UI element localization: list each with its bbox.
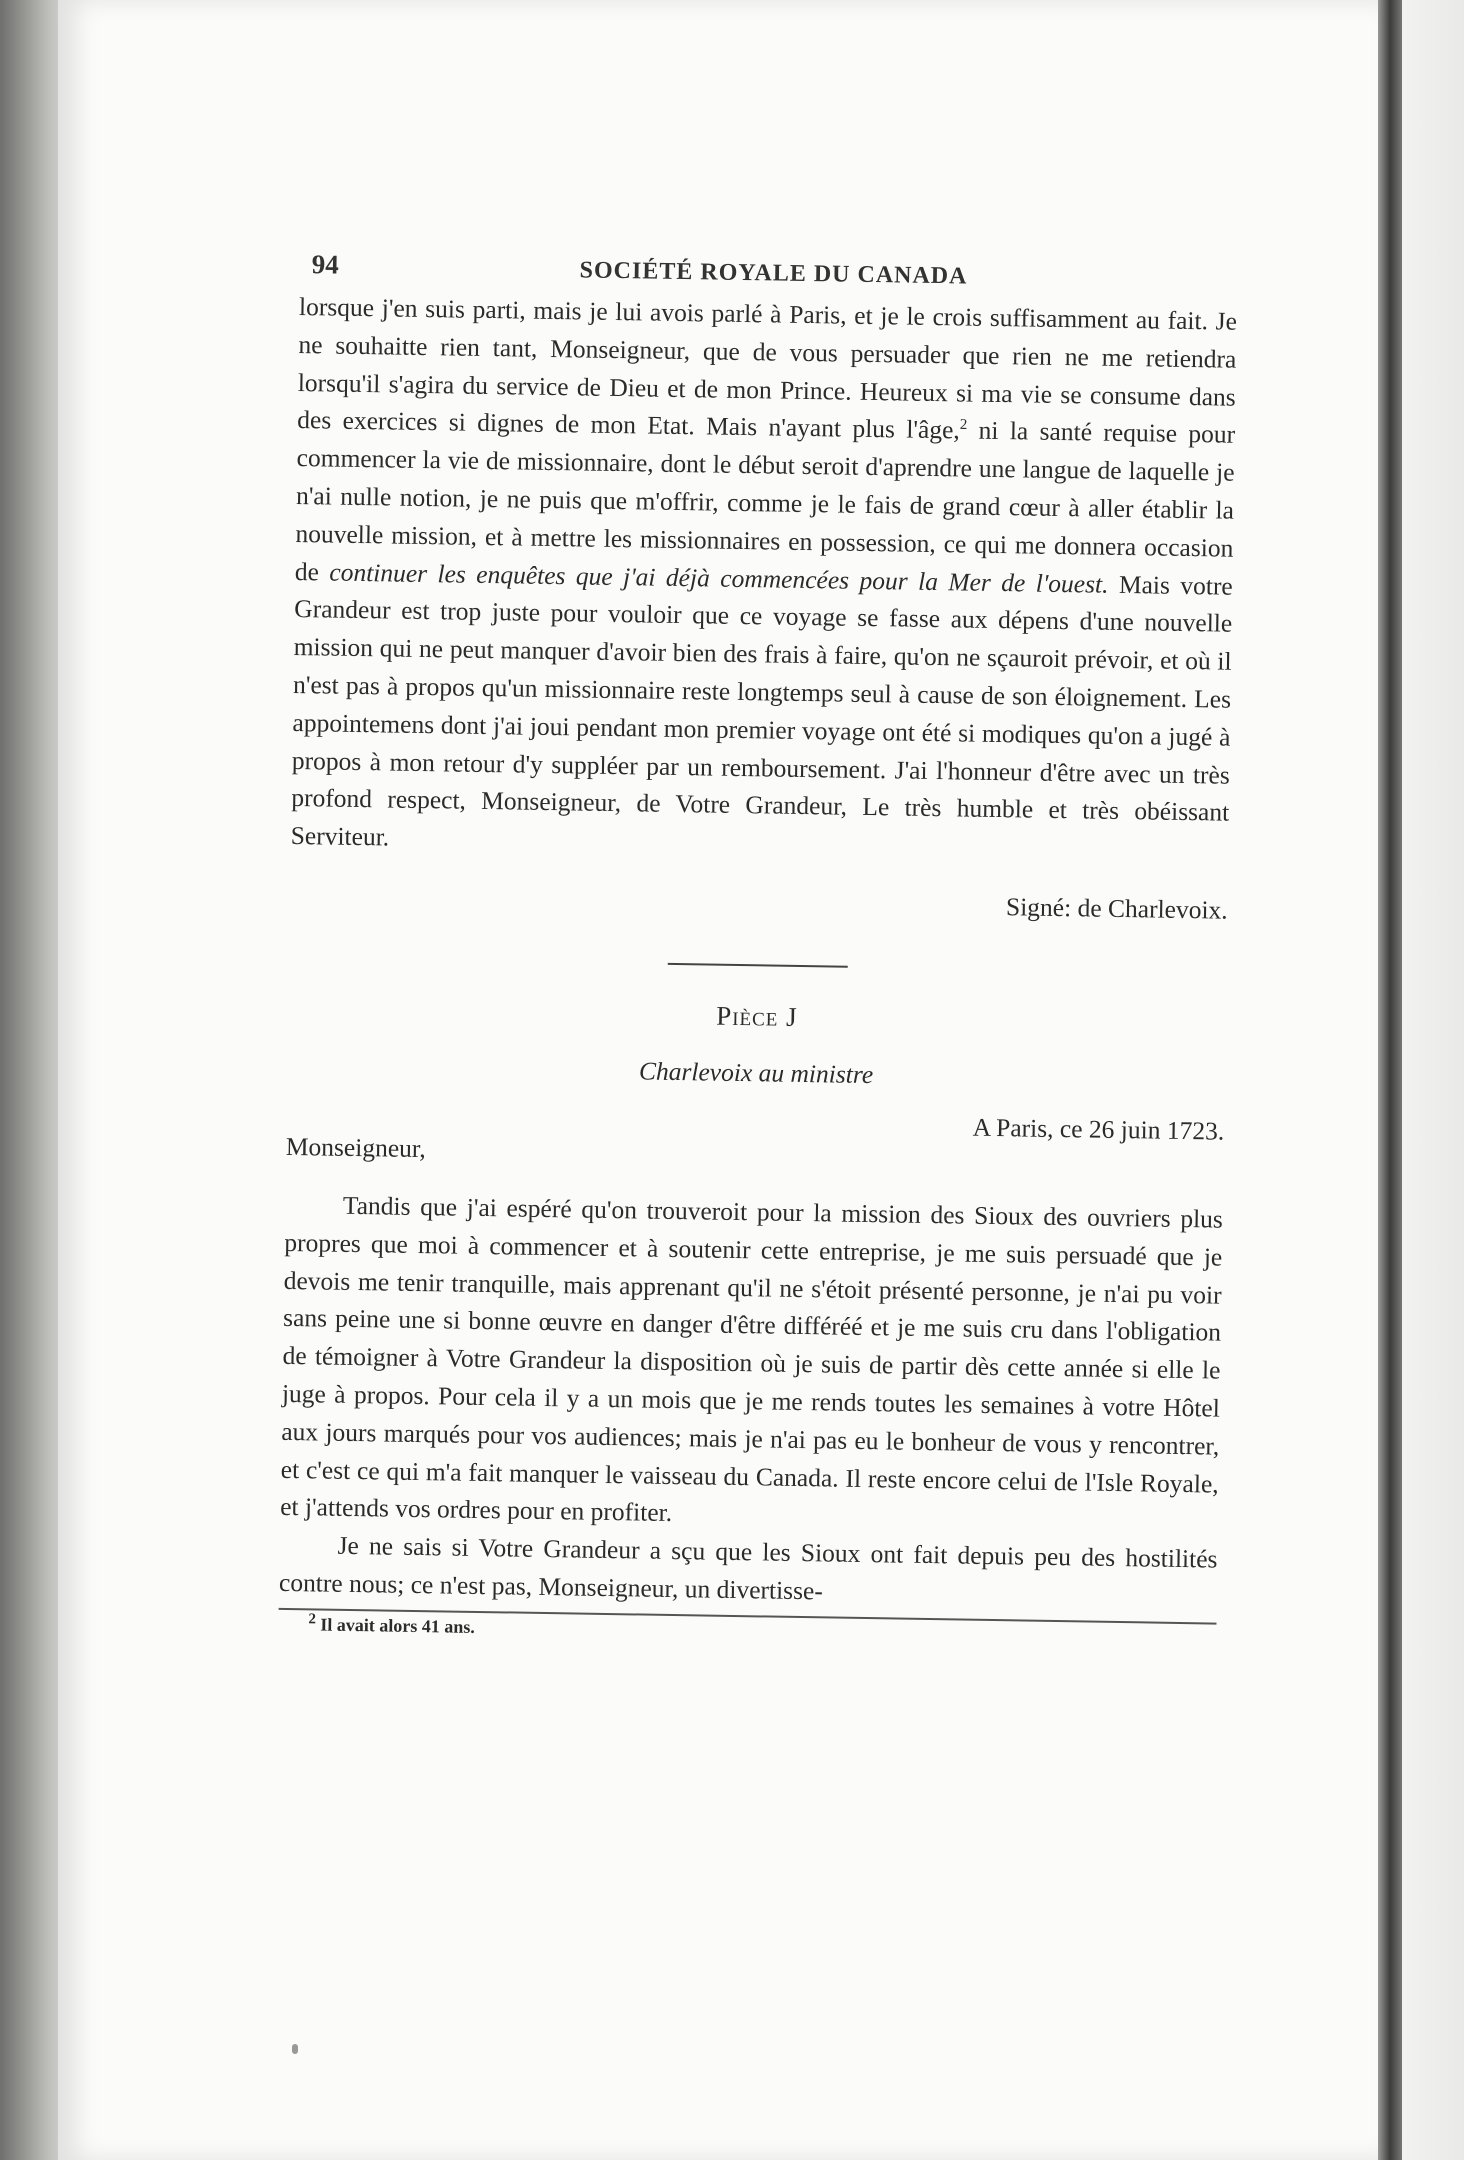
section-divider <box>668 963 848 968</box>
letter-dateline: A Paris, ce 26 juin 1723. <box>972 1113 1225 1146</box>
footnote-text: Il avait alors 41 ans. <box>320 1614 476 1637</box>
page-blemish <box>292 2044 298 2054</box>
letter1-text: ni la santé requise pour commencer la vie de missionnaire, dont le début seroit d'aprendre une langue de laquelle je n'ai nulle notion, je ne puis que m'offrir, comme je le fais de grand cœur à aller établir la nouvelle mission, et à mettre les missionnaires en possession, ce qui me donnera occasion de <box>294 415 1236 587</box>
letter-salutation: Monseigneur, <box>285 1132 426 1164</box>
letter2-paragraph-1: Tandis que j'ai espéré qu'on trouveroit pour la mission des Sioux des ouvriers plus propres que moi à commencer et à soutenir cette entreprise, je me suis persuadé que je devois me tenir tranquille, mais apprenant qu'il ne s'étoit présenté personne, je n'ai pu voir sans peine une si bonne œuvre en danger d'être différéé et je me suis cru dans l'obligation de témoigner à Votre Grandeur la disposition où je suis de partir dès cette année si elle le juge à propos. Pour cela il y a un mois que je me rends toutes les semaines à votre Hôtel aux jours marqués pour vos audiences; mais je n'ai pas eu le bonheur de vous y rencontrer, et c'est ce qui m'a fait manquer le vaisseau du Canada. Il reste encore celui de l'Isle Royale, et j'attends vos ordres pour en profiter. <box>279 1190 1224 1528</box>
letter1-text: Mais votre Grandeur est trop juste pour vouloir que ce voyage se fasse aux dépens d'une nouvelle mission qui ne peut manquer d'avoir bien des frais à faire, qu'on ne sçauroit prévoir, et où il n'est pas à propos qu'un missionnaire reste longtemps seul à cause de son éloignement. Les appointemens dont j'ai joui pendant mon premier voyage ont été si modiques qu'on a jugé à propos à mon retour d'y suppléer par un remboursement. J'ai l'honneur d'être avec un très profond respect, Monseigneur, de Votre Grandeur, Le très humble et très obéissant Serviteur. <box>290 569 1234 852</box>
page-text-block <box>278 246 1238 1650</box>
signature: Signé: de Charlevoix. <box>1005 892 1228 925</box>
footnote-reference: 2 <box>959 417 968 434</box>
book-gutter <box>1378 0 1402 2160</box>
footnote-marker: 2 <box>308 1611 317 1628</box>
letter1-paragraph <box>290 288 1237 870</box>
letter1-text: lorsque j'en suis parti, mais je lui avois parlé à Paris, et je le crois suffisamment au fait. Je ne souhaitte rien tant, Monseigneur, que de vous persuader que rien ne me retiendra lorsqu'il s'agira du service de Dieu et de mon Prince. Heureux si ma vie se consume dans des exercices si dignes de mon Etat. Mais n'ayant plus l'âge, <box>297 291 1238 445</box>
letter1-italic-text: continuer les enquêtes que j'ai déjà commencées pour la Mer de l'ouest. <box>329 557 1109 599</box>
piece-subtitle: Charlevoix au ministre <box>638 1055 874 1089</box>
running-head: SOCIÉTÉ ROYALE DU CANADA <box>579 257 968 290</box>
piece-title: Pièce J <box>715 1000 798 1032</box>
page-number: 94 <box>311 249 339 280</box>
facing-page-edge <box>1402 0 1464 2160</box>
letter2-paragraph-2: Je ne sais si Votre Grandeur a sçu que les Sioux ont fait depuis peu des hostilités contre nous; ce n'est pas, Monseigneur, un divertisse- <box>278 1530 1218 1606</box>
